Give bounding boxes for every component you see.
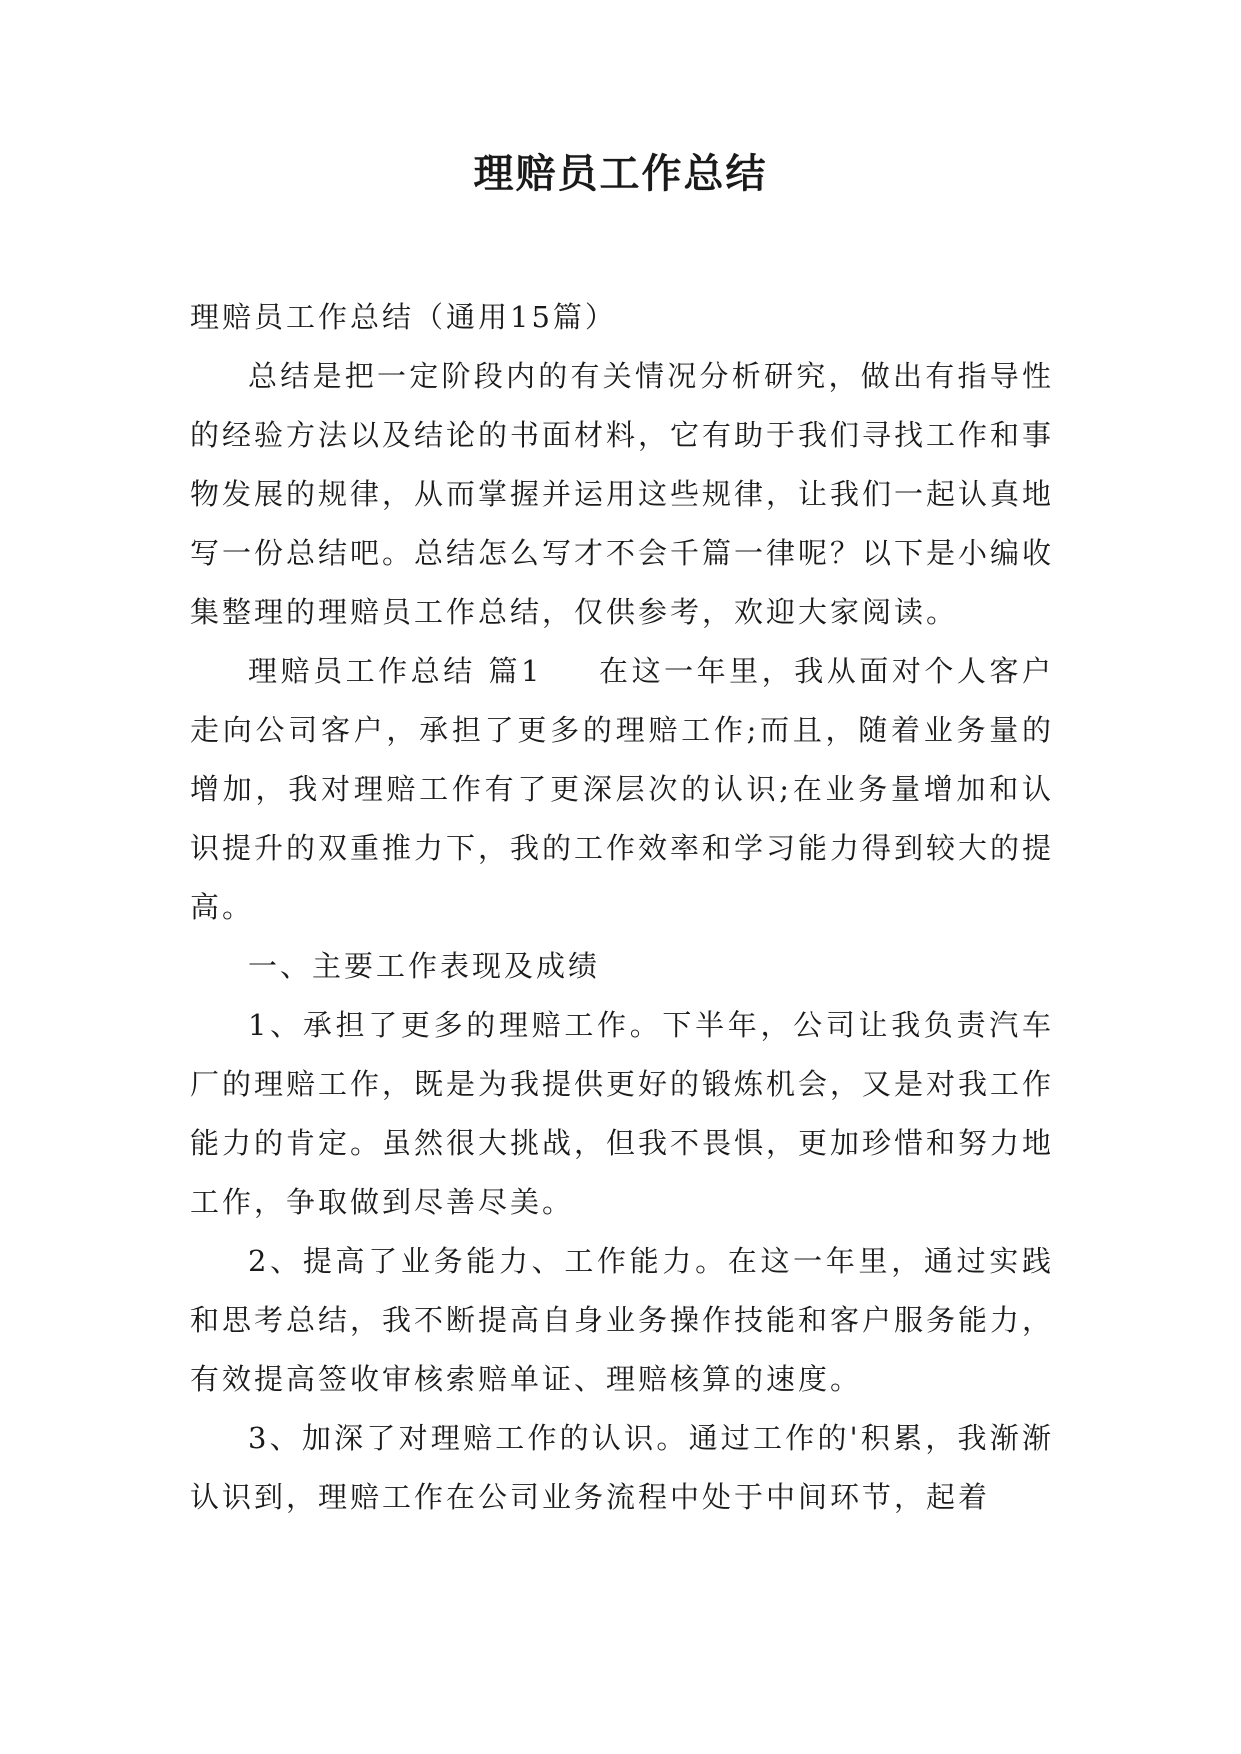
document-body [190,288,1054,1527]
article-intro: 在这一年里，我从面对个人客户走向公司客户，承担了更多的理赔工作;而且，随着业务量的增加，我对理赔工作有了更深层次的认识;在业务量增加和认识提升的双重推力下，我的工作效率和学习能力得到较大的提高。 [190,654,1055,924]
document-title: 理赔员工作总结 [473,150,768,197]
document-subtitle: 理赔员工作总结（通用15篇） [190,300,617,334]
intro-paragraph: 总结是把一定阶段内的有关情况分析研究，做出有指导性的经验方法以及结论的书面材料，它有助于我们寻找工作和事物发展的规律，从而掌握并运用这些规律，让我们一起认真地写一份总结吧。总结怎么写才不会千篇一律呢？以下是小编收集整理的理赔员工作总结，仅供参考，欢迎大家阅读。 [190,359,1055,629]
list-item: 3、加深了对理赔工作的认识。通过工作的'积累，我渐渐认识到，理赔工作在公司业务流程中处于中间环节，起着 [190,1421,1054,1514]
article-label: 理赔员工作总结 篇1 [248,654,543,688]
article-opening-paragraph [190,642,1054,937]
list-item: 1、承担了更多的理赔工作。下半年，公司让我负责汽车厂的理赔工作，既是为我提供更好的锻炼机会，又是对我工作能力的肯定。虽然很大挑战，但我不畏惧，更加珍惜和努力地工作，争取做到尽善尽美。 [190,1008,1055,1219]
list-item: 2、提高了业务能力、工作能力。在这一年里，通过实践和思考总结，我不断提高自身业务操作技能和客户服务能力，有效提高签收审核索赔单证、理赔核算的速度。 [190,1244,1055,1396]
section-heading: 一、主要工作表现及成绩 [248,949,601,983]
